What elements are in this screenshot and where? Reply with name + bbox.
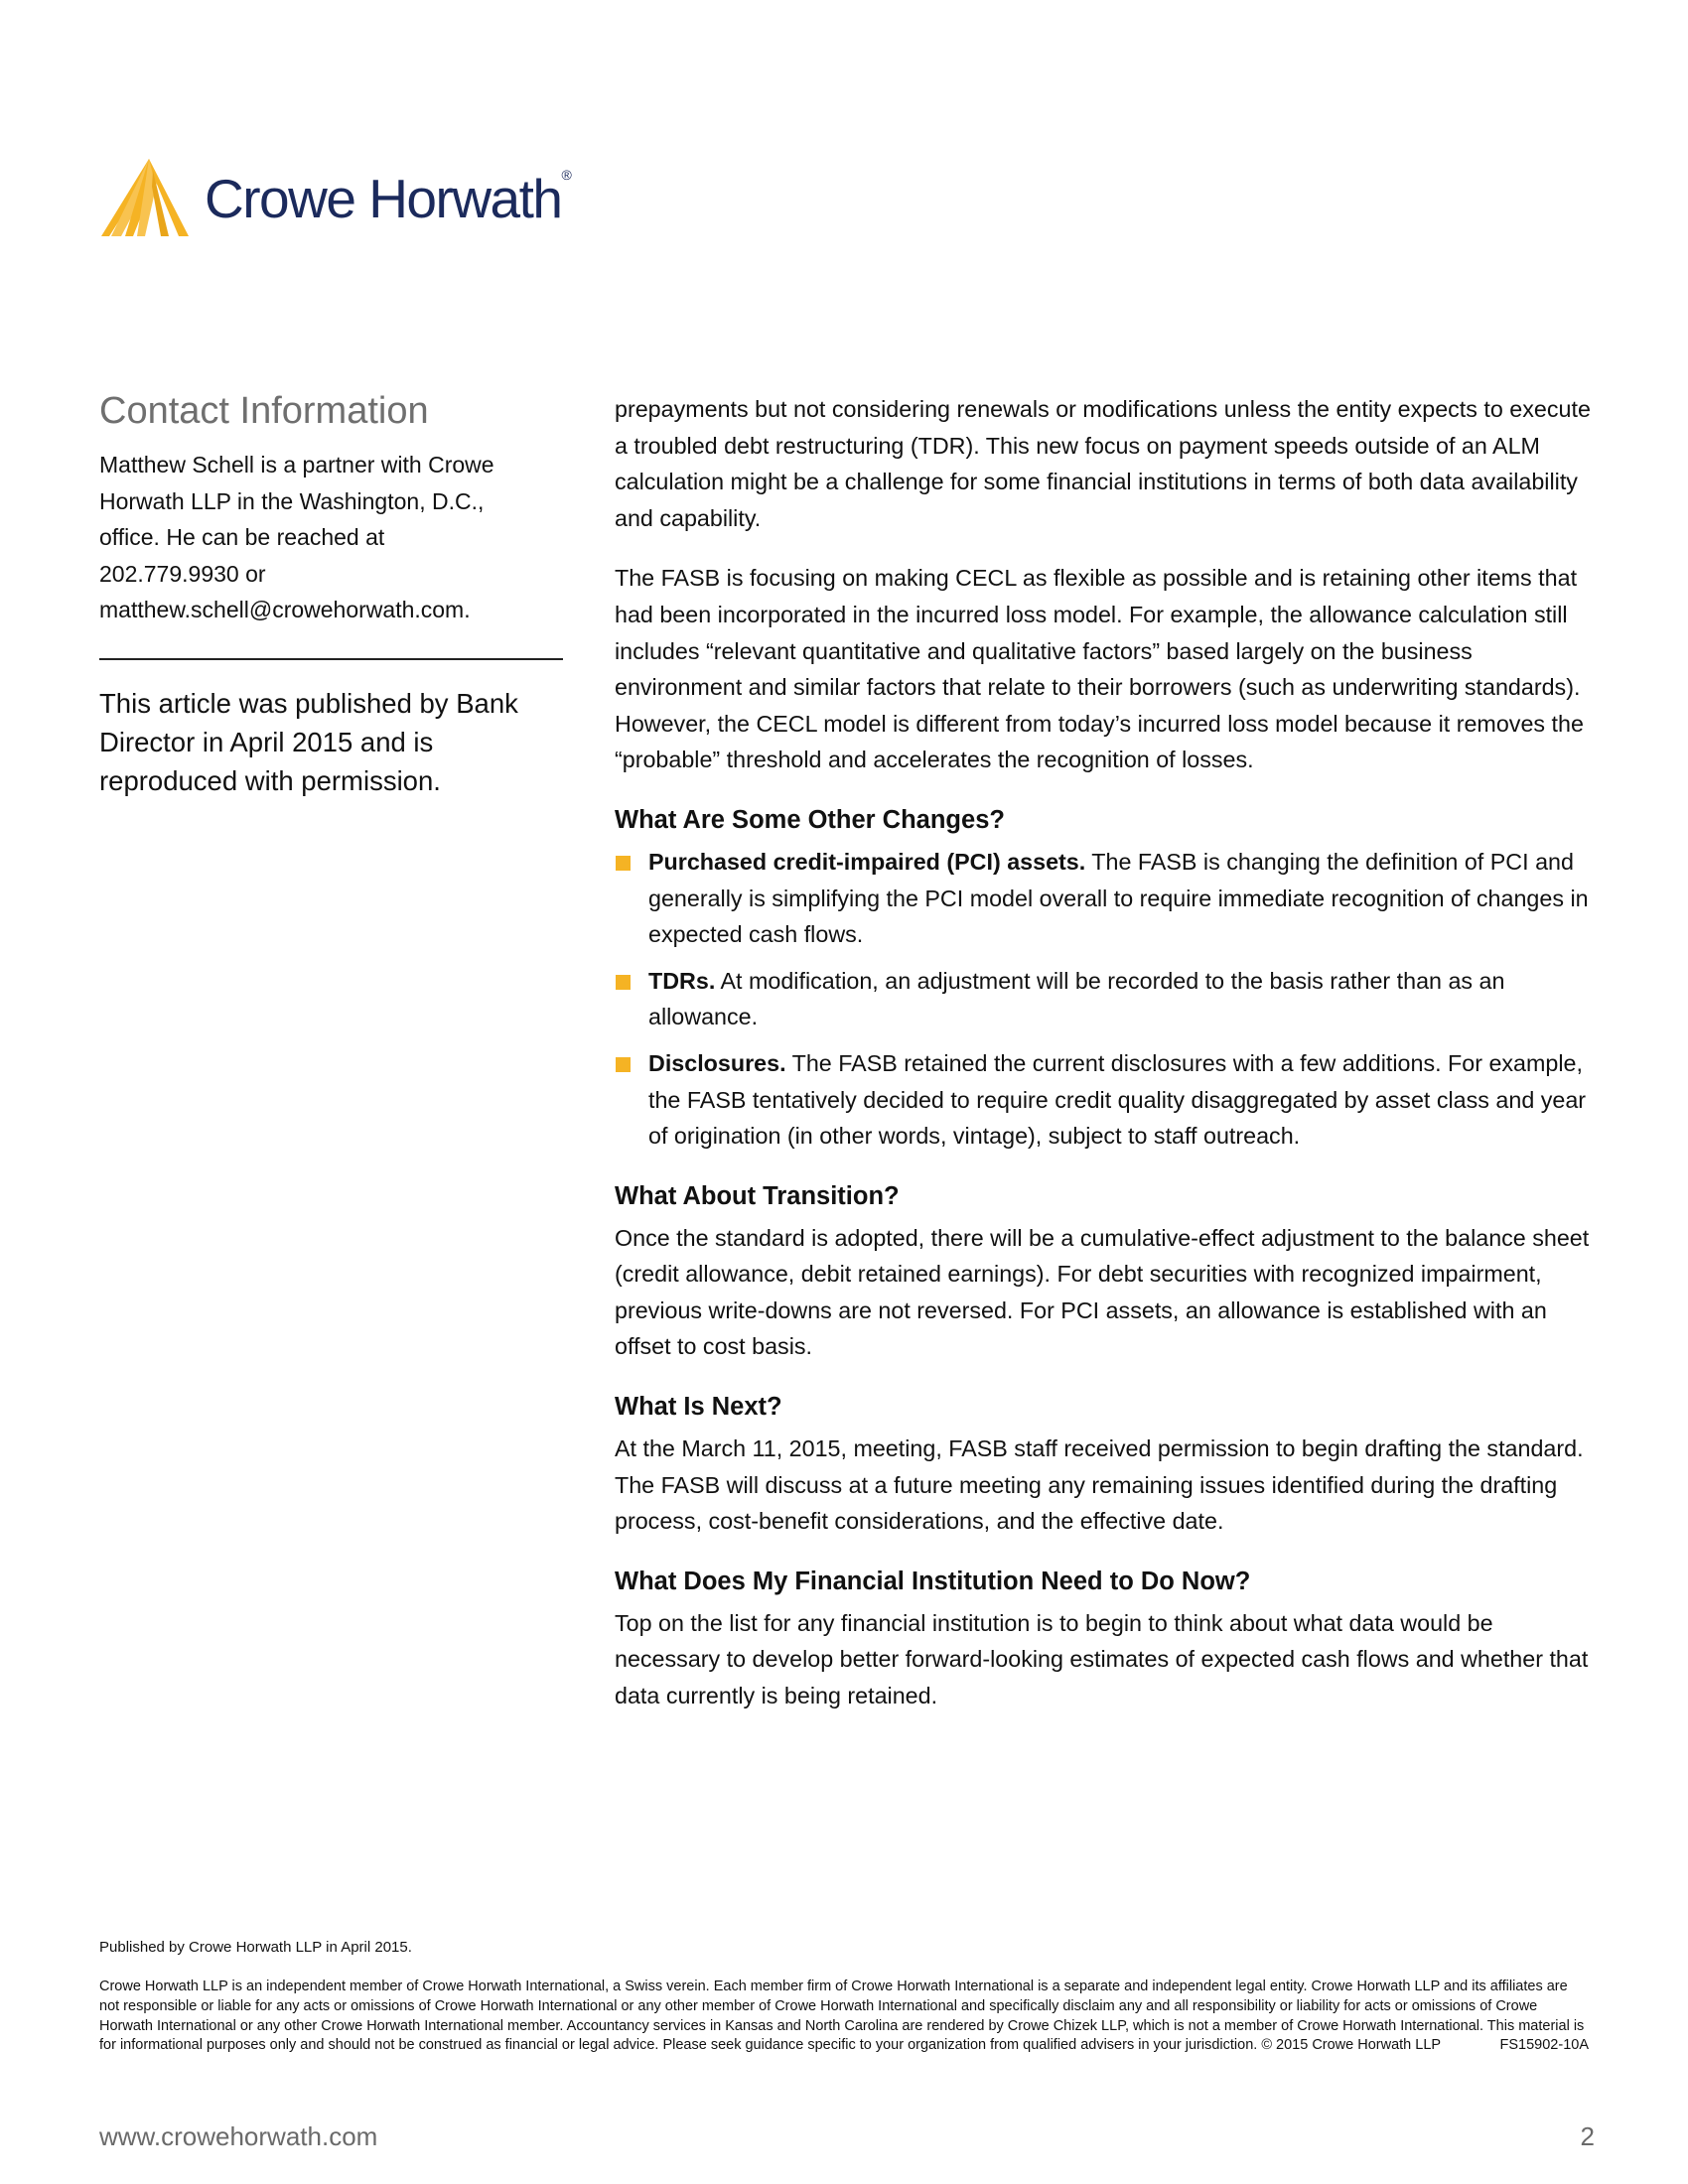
disclaimer-text: Crowe Horwath LLP is an independent member of Crowe Horwath International, a Swiss verein. Each member firm of Crowe Horwath International is a separate and independent legal entity. Crowe Horwath LLP and its affiliates are not responsible or liable for any acts or omissions of Crowe Horwath International or any other member of Crowe Horwath International and specifically disclaim any and all responsibility or liability for acts or omissions of Crowe Horwath International or any other Crowe Horwath International member. Accountancy services in Kansas and North Carolina are rendered by Crowe Chizek LLP, which is not a member of Crowe Horwath International. This material is for informational purposes only and should not be construed as financial or legal advice. Please seek guidance specific to your organization from qualified advisers in your jurisdiction. © 2015 Crowe Horwath LLP — [99, 1979, 1585, 2054]
next-text: At the March 11, 2015, meeting, FASB staff received permission to begin drafting the standard. The FASB will discuss at a future meeting any remaining issues identified during the drafting process, cost-benefit considerations, and the effective date. — [615, 1435, 1584, 1535]
logo-wordmark — [205, 167, 572, 230]
bullet-text: The FASB retained the current disclosures with a few additions. For example, the FASB tentatively decided to require credit quality disaggregated by asset class and year of origination (in other words, vintage), subject to staff outreach. — [648, 1049, 1587, 1150]
bullet-text: The FASB is changing the definition of PCI and generally is simplifying the PCI model overall to require immediate recognition of changes in expected cash flows. — [648, 848, 1589, 948]
crowe-horwath-logo-icon — [99, 157, 194, 238]
article-body — [615, 391, 1598, 1738]
legal-disclaimer — [99, 1978, 1589, 2056]
bullet-term: Disclosures. — [648, 1049, 786, 1076]
todo-text: Top on the list for any financial institution is to begin to think about what data would be necessary to develop better forward-looking estimates of expected cash flows and whether that data currently is being retained. — [615, 1609, 1589, 1709]
crowe-horwath-logo — [99, 157, 616, 241]
footer-website-link[interactable]: www.crowehorwath.com — [99, 2121, 378, 2151]
contact-text: Matthew Schell is a partner with Crowe Horwath LLP in the Washington, D.C., office. He can be reached at 202.779.9930 or matthew.schell@crowehorwath.com. — [99, 452, 494, 622]
bullet-term: Purchased credit-impaired (PCI) assets. — [648, 848, 1086, 875]
todo-heading: What Does My Financial Institution Need to Do Now? — [615, 1567, 1251, 1595]
other-changes-list — [615, 844, 1598, 1155]
document-code: FS15902-10A — [1499, 2037, 1589, 2054]
list-item — [615, 844, 1598, 953]
brand-name: Crowe Horwath — [205, 168, 562, 229]
sidebar-divider — [99, 658, 563, 660]
next-heading: What Is Next? — [615, 1393, 782, 1422]
bullet-term: TDRs. — [648, 967, 716, 994]
transition-heading: What About Transition? — [615, 1181, 900, 1210]
list-item — [615, 963, 1598, 1035]
contact-heading: Contact Information — [99, 390, 429, 432]
registered-mark: ® — [561, 167, 572, 183]
list-item — [615, 1045, 1598, 1155]
published-line: Published by Crowe Horwath LLP in April 2015. — [99, 1939, 412, 1956]
bullet-text: At modification, an adjustment will be recorded to the basis rather than as an allowance. — [648, 967, 1505, 1030]
intro-paragraph-2: The FASB is focusing on making CECL as flexible as possible and is retaining other items that had been incorporated in the incurred loss model. For example, the allowance calculation still includes “relevant quantitative and qualitative factors” based largely on the business environment and similar factors that relate to their borrowers (such as underwriting standards). However, the CECL model is different from today’s incurred loss model because it removes the “probable” threshold and accelerates the recognition of losses. — [615, 565, 1584, 773]
sidebar — [99, 389, 566, 800]
transition-text: Once the standard is adopted, there will be a cumulative-effect adjustment to the balance sheet (credit allowance, debit retained earnings). For debt securities with recognized impairment, previous write-downs are not reversed. For PCI assets, an allowance is established with an offset to cost basis. — [615, 1224, 1590, 1360]
intro-paragraph-1: prepayments but not considering renewals or modifications unless the entity expects to execute a troubled debt restructuring (TDR). This new focus on payment speeds outside of an ALM calculation might be a challenge for some financial institutions in terms of both data availability and capability. — [615, 396, 1591, 531]
other-changes-heading: What Are Some Other Changes? — [615, 805, 1005, 834]
publication-note: This article was published by Bank Director in April 2015 and is reproduced with permission. — [99, 687, 518, 796]
page-number: 2 — [1580, 2121, 1595, 2151]
